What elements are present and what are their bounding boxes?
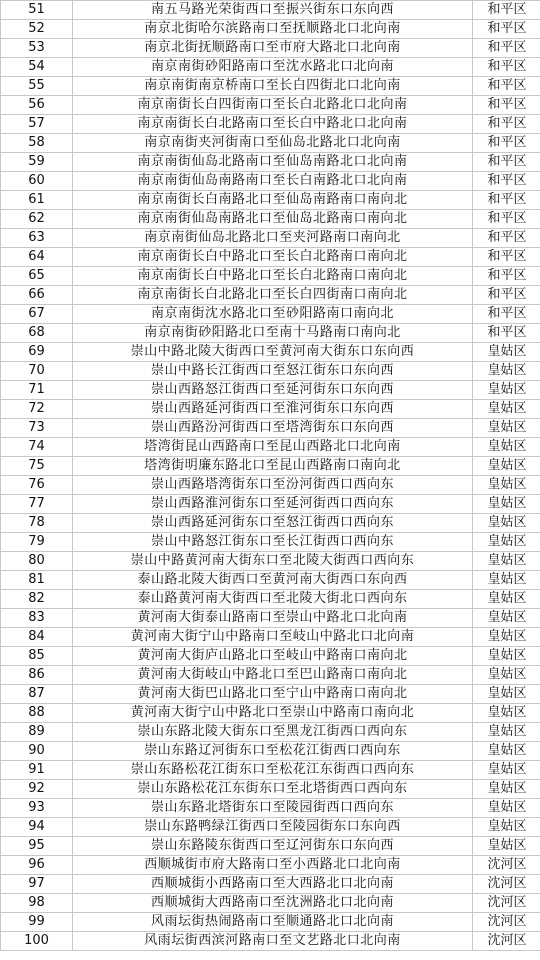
row-number-cell: 75 xyxy=(1,457,73,476)
row-number-cell: 73 xyxy=(1,419,73,438)
district-cell: 和平区 xyxy=(473,153,540,172)
district-cell: 皇姑区 xyxy=(473,837,540,856)
road-section-cell: 黄河南大街庐山路北口至岐山中路南口南向北 xyxy=(73,647,473,666)
row-number-cell: 67 xyxy=(1,305,73,324)
row-number-cell: 100 xyxy=(1,932,73,951)
road-section-cell: 南五马路光荣街西口至振兴街东口东向西 xyxy=(73,1,473,20)
district-cell: 和平区 xyxy=(473,286,540,305)
row-number-cell: 77 xyxy=(1,495,73,514)
district-cell: 和平区 xyxy=(473,77,540,96)
row-number-cell: 69 xyxy=(1,343,73,362)
district-cell: 皇姑区 xyxy=(473,780,540,799)
road-section-cell: 南京南街仙岛北路南口至仙岛南路北口北向南 xyxy=(73,153,473,172)
table-row xyxy=(1,818,540,837)
district-cell: 和平区 xyxy=(473,324,540,343)
table-row xyxy=(1,609,540,628)
district-cell: 皇姑区 xyxy=(473,457,540,476)
table-row xyxy=(1,438,540,457)
table-row xyxy=(1,115,540,134)
table-row xyxy=(1,875,540,894)
row-number-cell: 97 xyxy=(1,875,73,894)
row-number-cell: 74 xyxy=(1,438,73,457)
row-number-cell: 91 xyxy=(1,761,73,780)
district-cell: 皇姑区 xyxy=(473,647,540,666)
table-row xyxy=(1,77,540,96)
table-row xyxy=(1,229,540,248)
road-section-cell: 崇山东路鸭绿江街西口至陵园街东口东向西 xyxy=(73,818,473,837)
district-cell: 皇姑区 xyxy=(473,818,540,837)
table-row xyxy=(1,153,540,172)
row-number-cell: 64 xyxy=(1,248,73,267)
row-number-cell: 61 xyxy=(1,191,73,210)
road-section-cell: 崇山东路辽河街东口至松花江街西口西向东 xyxy=(73,742,473,761)
table-row xyxy=(1,837,540,856)
row-number-cell: 66 xyxy=(1,286,73,305)
road-section-cell: 崇山东路北塔街东口至陵园街西口西向东 xyxy=(73,799,473,818)
road-section-cell: 崇山西路塔湾街东口至汾河街西口西向东 xyxy=(73,476,473,495)
row-number-cell: 60 xyxy=(1,172,73,191)
district-cell: 皇姑区 xyxy=(473,400,540,419)
district-cell: 和平区 xyxy=(473,96,540,115)
district-cell: 皇姑区 xyxy=(473,704,540,723)
row-number-cell: 52 xyxy=(1,20,73,39)
row-number-cell: 93 xyxy=(1,799,73,818)
row-number-cell: 54 xyxy=(1,58,73,77)
district-cell: 皇姑区 xyxy=(473,799,540,818)
road-section-cell: 崇山中路怒江街东口至长江街西口西向东 xyxy=(73,533,473,552)
road-section-cell: 南京南街南京桥南口至长白四街北口北向南 xyxy=(73,77,473,96)
row-number-cell: 58 xyxy=(1,134,73,153)
road-section-cell: 南京南街仙岛北路北口至夹河路南口南向北 xyxy=(73,229,473,248)
row-number-cell: 88 xyxy=(1,704,73,723)
row-number-cell: 81 xyxy=(1,571,73,590)
table-row xyxy=(1,514,540,533)
row-number-cell: 98 xyxy=(1,894,73,913)
road-section-cell: 崇山东路松花江街东口至松花江东街西口西向东 xyxy=(73,761,473,780)
row-number-cell: 89 xyxy=(1,723,73,742)
table-row xyxy=(1,1,540,20)
table-row xyxy=(1,305,540,324)
road-section-cell: 南京南街沈水路北口至砂阳路南口南向北 xyxy=(73,305,473,324)
district-cell: 皇姑区 xyxy=(473,761,540,780)
table-row xyxy=(1,533,540,552)
table-row xyxy=(1,666,540,685)
district-cell: 沈河区 xyxy=(473,932,540,951)
district-cell: 皇姑区 xyxy=(473,552,540,571)
table-row xyxy=(1,191,540,210)
district-cell: 皇姑区 xyxy=(473,685,540,704)
district-cell: 和平区 xyxy=(473,1,540,20)
road-section-cell: 崇山中路长江街西口至怒江街东口东向西 xyxy=(73,362,473,381)
row-number-cell: 65 xyxy=(1,267,73,286)
road-section-cell: 崇山中路北陵大街西口至黄河南大街东口东向西 xyxy=(73,343,473,362)
district-cell: 皇姑区 xyxy=(473,723,540,742)
road-section-cell: 崇山西路汾河街西口至塔湾街东口东向西 xyxy=(73,419,473,438)
district-cell: 皇姑区 xyxy=(473,666,540,685)
row-number-cell: 76 xyxy=(1,476,73,495)
row-number-cell: 63 xyxy=(1,229,73,248)
district-cell: 和平区 xyxy=(473,305,540,324)
table-row xyxy=(1,172,540,191)
table-row xyxy=(1,932,540,951)
road-section-cell: 崇山西路淮河街东口至延河街西口西向东 xyxy=(73,495,473,514)
road-section-cell: 南京南街砂阳路南口至沈水路北口北向南 xyxy=(73,58,473,77)
table-row xyxy=(1,913,540,932)
district-cell: 皇姑区 xyxy=(473,742,540,761)
row-number-cell: 85 xyxy=(1,647,73,666)
row-number-cell: 68 xyxy=(1,324,73,343)
district-cell: 皇姑区 xyxy=(473,362,540,381)
road-section-cell: 南京南街长白南路北口至仙岛南路南口南向北 xyxy=(73,191,473,210)
road-section-cell: 南京北街抚顺路南口至市府大路北口北向南 xyxy=(73,39,473,58)
table-row xyxy=(1,248,540,267)
road-section-cell: 南京南街长白北路南口至长白中路北口北向南 xyxy=(73,115,473,134)
road-section-cell: 南京南街夹河街南口至仙岛北路北口北向南 xyxy=(73,134,473,153)
district-cell: 和平区 xyxy=(473,172,540,191)
district-cell: 和平区 xyxy=(473,58,540,77)
district-cell: 和平区 xyxy=(473,191,540,210)
row-number-cell: 51 xyxy=(1,1,73,20)
road-section-cell: 黄河南大街宁山中路北口至崇山中路南口南向北 xyxy=(73,704,473,723)
table-row xyxy=(1,381,540,400)
row-number-cell: 56 xyxy=(1,96,73,115)
road-section-cell: 崇山东路北陵大街东口至黑龙江街西口西向东 xyxy=(73,723,473,742)
district-cell: 和平区 xyxy=(473,229,540,248)
road-section-cell: 崇山西路延河街西口至淮河街东口东向西 xyxy=(73,400,473,419)
row-number-cell: 80 xyxy=(1,552,73,571)
table-row xyxy=(1,552,540,571)
road-section-cell: 塔湾街明廉东路北口至昆山西路南口南向北 xyxy=(73,457,473,476)
row-number-cell: 86 xyxy=(1,666,73,685)
table-row xyxy=(1,894,540,913)
road-section-cell: 黄河南大街巴山路北口至宁山中路南口南向北 xyxy=(73,685,473,704)
table-row xyxy=(1,704,540,723)
road-section-cell: 南京南街长白北路北口至长白四街南口南向北 xyxy=(73,286,473,305)
row-number-cell: 78 xyxy=(1,514,73,533)
row-number-cell: 84 xyxy=(1,628,73,647)
table-row xyxy=(1,362,540,381)
district-cell: 皇姑区 xyxy=(473,343,540,362)
row-number-cell: 94 xyxy=(1,818,73,837)
road-section-cell: 南京北街哈尔滨路南口至抚顺路北口北向南 xyxy=(73,20,473,39)
road-section-cell: 南京南街砂阳路北口至南十马路南口南向北 xyxy=(73,324,473,343)
district-cell: 皇姑区 xyxy=(473,628,540,647)
district-cell: 皇姑区 xyxy=(473,438,540,457)
district-cell: 和平区 xyxy=(473,210,540,229)
row-number-cell: 71 xyxy=(1,381,73,400)
row-number-cell: 87 xyxy=(1,685,73,704)
table-row xyxy=(1,856,540,875)
row-number-cell: 53 xyxy=(1,39,73,58)
table-row xyxy=(1,780,540,799)
road-section-cell: 塔湾街昆山西路南口至昆山西路北口北向南 xyxy=(73,438,473,457)
table-row xyxy=(1,457,540,476)
road-section-cell: 南京南街仙岛南路北口至仙岛北路南口南向北 xyxy=(73,210,473,229)
table-body xyxy=(1,1,540,951)
table-row xyxy=(1,742,540,761)
district-cell: 皇姑区 xyxy=(473,571,540,590)
table-row xyxy=(1,628,540,647)
road-section-cell: 风雨坛街西滨河路南口至文艺路北口北向南 xyxy=(73,932,473,951)
district-cell: 和平区 xyxy=(473,115,540,134)
road-section-cell: 黄河南大街泰山路南口至崇山中路北口北向南 xyxy=(73,609,473,628)
row-number-cell: 62 xyxy=(1,210,73,229)
table-row xyxy=(1,761,540,780)
table-row xyxy=(1,267,540,286)
row-number-cell: 79 xyxy=(1,533,73,552)
road-section-cell: 风雨坛街热闹路南口至顺通路北口北向南 xyxy=(73,913,473,932)
district-cell: 皇姑区 xyxy=(473,533,540,552)
row-number-cell: 95 xyxy=(1,837,73,856)
district-cell: 皇姑区 xyxy=(473,514,540,533)
district-cell: 沈河区 xyxy=(473,913,540,932)
row-number-cell: 57 xyxy=(1,115,73,134)
row-number-cell: 92 xyxy=(1,780,73,799)
district-cell: 沈河区 xyxy=(473,875,540,894)
road-section-cell: 泰山路黄河南大街西口至北陵大街北口西向东 xyxy=(73,590,473,609)
district-cell: 和平区 xyxy=(473,20,540,39)
road-section-cell: 南京南街长白四街南口至长白北路北口北向南 xyxy=(73,96,473,115)
table-row xyxy=(1,343,540,362)
table-row xyxy=(1,476,540,495)
district-cell: 皇姑区 xyxy=(473,609,540,628)
row-number-cell: 82 xyxy=(1,590,73,609)
road-section-cell: 崇山中路黄河南大街东口至北陵大街西口西向东 xyxy=(73,552,473,571)
row-number-cell: 59 xyxy=(1,153,73,172)
table-row xyxy=(1,96,540,115)
district-cell: 沈河区 xyxy=(473,856,540,875)
table-row xyxy=(1,419,540,438)
table-row xyxy=(1,590,540,609)
district-cell: 沈河区 xyxy=(473,894,540,913)
row-number-cell: 99 xyxy=(1,913,73,932)
road-section-cell: 泰山路北陵大街西口至黄河南大街西口东向西 xyxy=(73,571,473,590)
row-number-cell: 83 xyxy=(1,609,73,628)
table-row xyxy=(1,685,540,704)
road-section-cell: 西顺城街小西路南口至大西路北口北向南 xyxy=(73,875,473,894)
table-row xyxy=(1,400,540,419)
table-row xyxy=(1,647,540,666)
road-section-cell: 西顺城街大西路南口至沈洲路北口北向南 xyxy=(73,894,473,913)
table-row xyxy=(1,723,540,742)
district-cell: 和平区 xyxy=(473,39,540,58)
district-cell: 和平区 xyxy=(473,248,540,267)
road-section-cell: 南京南街仙岛南路南口至长白南路北口北向南 xyxy=(73,172,473,191)
district-cell: 和平区 xyxy=(473,134,540,153)
table-row xyxy=(1,39,540,58)
road-section-cell: 崇山西路怒江街西口至延河街东口东向西 xyxy=(73,381,473,400)
road-section-cell: 南京南街长白中路北口至长白北路南口南向北 xyxy=(73,248,473,267)
table-row xyxy=(1,134,540,153)
table-row xyxy=(1,20,540,39)
row-number-cell: 72 xyxy=(1,400,73,419)
road-section-cell: 黄河南大街宁山中路南口至岐山中路北口北向南 xyxy=(73,628,473,647)
row-number-cell: 70 xyxy=(1,362,73,381)
table-row xyxy=(1,571,540,590)
district-cell: 皇姑区 xyxy=(473,495,540,514)
row-number-cell: 55 xyxy=(1,77,73,96)
row-number-cell: 90 xyxy=(1,742,73,761)
district-cell: 和平区 xyxy=(473,267,540,286)
road-section-cell: 崇山东路松花江东街东口至北塔街西口西向东 xyxy=(73,780,473,799)
row-number-cell: 96 xyxy=(1,856,73,875)
district-cell: 皇姑区 xyxy=(473,590,540,609)
table-row xyxy=(1,799,540,818)
road-section-cell: 崇山东路陵东街西口至辽河街东口东向西 xyxy=(73,837,473,856)
table-row xyxy=(1,324,540,343)
road-section-cell: 南京南街长白中路北口至长白北路南口南向北 xyxy=(73,267,473,286)
district-cell: 皇姑区 xyxy=(473,419,540,438)
road-section-cell: 黄河南大街岐山中路北口至巴山路南口南向北 xyxy=(73,666,473,685)
district-cell: 皇姑区 xyxy=(473,381,540,400)
district-cell: 皇姑区 xyxy=(473,476,540,495)
road-section-cell: 西顺城街市府大路南口至小西路北口北向南 xyxy=(73,856,473,875)
table-row xyxy=(1,58,540,77)
table-row xyxy=(1,286,540,305)
road-section-cell: 崇山西路延河街东口至怒江街西口西向东 xyxy=(73,514,473,533)
table-row xyxy=(1,210,540,229)
table-row xyxy=(1,495,540,514)
